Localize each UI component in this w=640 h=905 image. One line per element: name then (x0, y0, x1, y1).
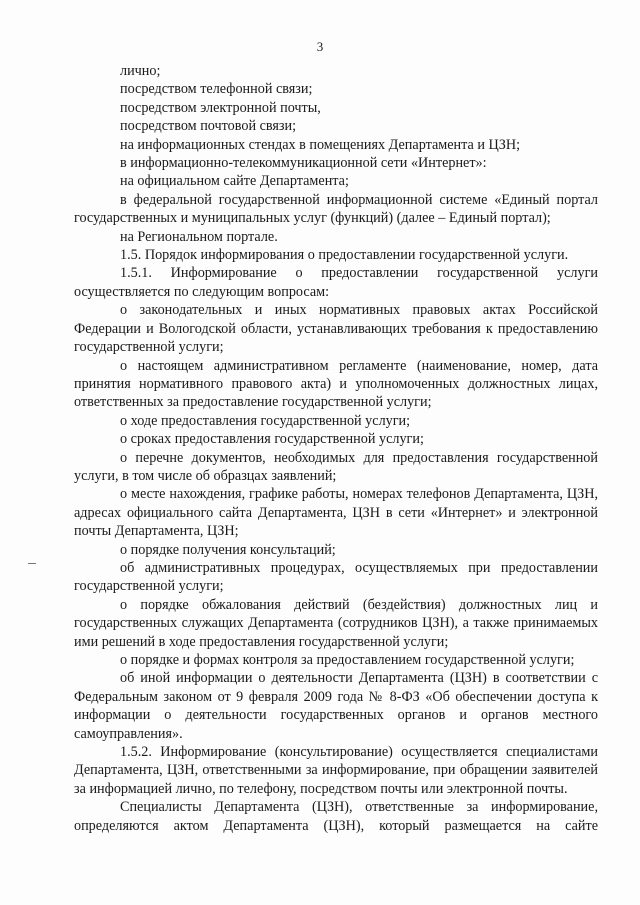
list-item: о порядке получения консультаций; (120, 541, 336, 558)
list-item: о сроках предоставления государственной услуги; (120, 431, 424, 448)
paragraph: в федеральной государственной информационной системе «Единый портал государственных и муниципальных услуг (функций) (далее – Единый портал); (74, 191, 598, 227)
paragraph: 1.5.1. Информирование о предоставлении государственной услуги осуществляется по следующим вопросам: (74, 265, 598, 300)
paragraph: об административных процедурах, осуществляемых при предоставлении государственной услуги; (74, 559, 598, 595)
list-item: посредством электронной почты, (120, 99, 321, 116)
list-item: посредством почтовой связи; (120, 118, 297, 135)
paragraph: о порядке обжалования действий (бездействия) должностных лиц и государственных служащих Департамента (сотрудников ЦЗН), а также принимаемых ими решений в ходе предоставления государственной услуги; (74, 596, 598, 650)
paragraph: о настоящем административном регламенте (наименование, номер, дата принятия нормативного правового акта) и уполномоченных должностных лицах, ответственных за предоставление государственной услуги; (74, 357, 598, 411)
list-item: о ходе предоставления государственной услуги; (120, 412, 411, 429)
list-item: на официальном сайте Департамента; (120, 173, 349, 190)
paragraph: о месте нахождения, графике работы, номерах телефонов Департамента, ЦЗН, адресах официального сайта Департамента, ЦЗН в сети «Интернет» и электронной почты Департамента, ЦЗН; (74, 486, 598, 540)
paragraph: 1.5.2. Информирование (консультирование) осуществляется специалистами Департамента, ЦЗН, ответственными за информирование, при обращении заявителей за информацией лично, по телефону, посредством почты или электронной почты. (74, 744, 598, 797)
paragraph: об иной информации о деятельности Департамента (ЦЗН) в соответствии с Федеральным законом от 9 февраля 2009 года № 8-ФЗ «Об обеспечении доступа к информации о деятельности государственных органов и органов местного самоуправления». (74, 670, 598, 742)
list-item: посредством телефонной связи; (120, 81, 313, 98)
paragraph: о перечне документов, необходимых для предоставления государственной услуги, в том числе об образцах заявлений; (74, 449, 598, 484)
list-item: на Региональном портале. (120, 228, 278, 245)
list-item: на информационных стендах в помещениях Департамента и ЦЗН; (120, 136, 521, 153)
section-heading: 1.5. Порядок информирования о предоставлении государственной услуги. (120, 247, 569, 264)
document-body (74, 62, 598, 835)
list-item: в информационно-телекоммуникационной сети «Интернет»: (120, 155, 487, 172)
paragraph: о законодательных и иных нормативных правовых актах Российской Федерации и Вологодской области, устанавливающих требования к предоставлению государственной услуги; (74, 302, 598, 356)
paragraph: Специалисты Департамента (ЦЗН), ответственные за информирование, определяются актом Департамента (ЦЗН), который размещается на сайте (74, 799, 598, 834)
page-number: 3 (316, 39, 324, 54)
margin-mark (28, 563, 36, 564)
paragraph: о порядке и формах контроля за предоставлением государственной услуги; (120, 652, 575, 668)
list-item: лично; (120, 63, 161, 79)
